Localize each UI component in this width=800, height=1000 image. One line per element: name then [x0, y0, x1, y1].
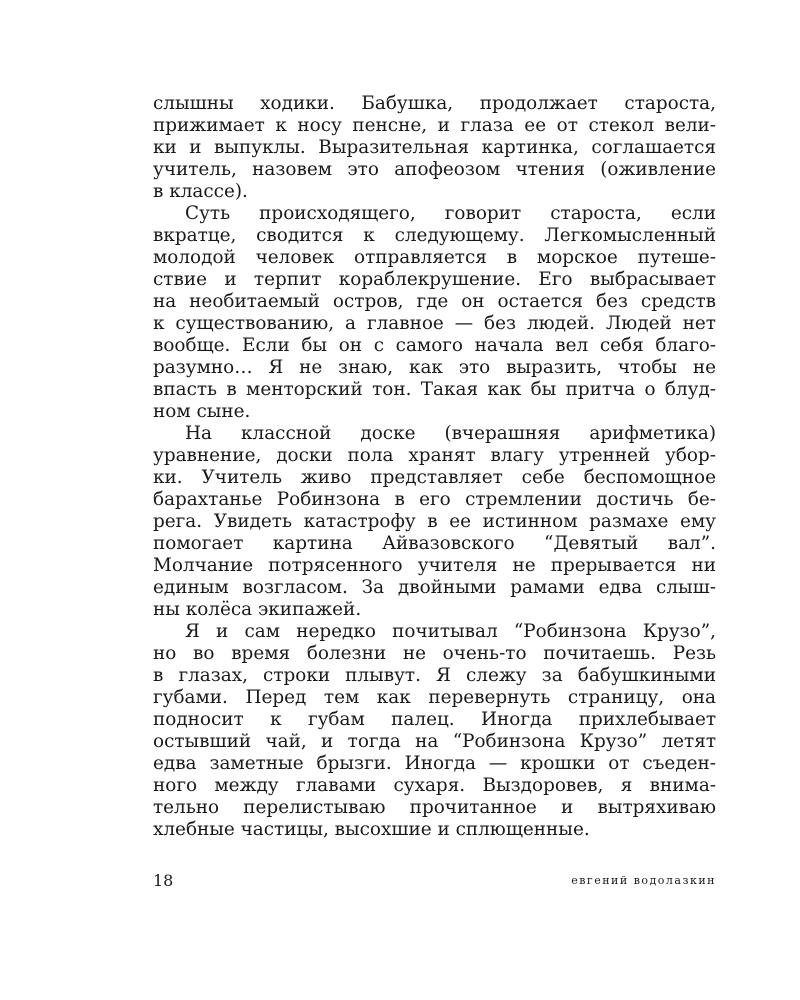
- text-line: тельно перелистываю прочитанное и вытряхиваю: [153, 797, 716, 818]
- body-text: [153, 93, 716, 841]
- text-line: остывший чай, и тогда на “Робинзона Крузо” летят: [153, 731, 716, 752]
- text-line: слышны ходики. Бабушка, продолжает староста,: [153, 93, 716, 114]
- text-line: единым возгласом. За двойными рамами едва слыш-: [153, 577, 716, 598]
- text-line: Суть происходящего, говорит староста, если: [185, 203, 716, 224]
- text-line: ного между главами сухаря. Выздоровев, я внима-: [153, 775, 716, 796]
- text-line: ны колёса экипажей.: [153, 599, 362, 620]
- text-line: молодой человек отправляется в морское путеше-: [153, 247, 716, 268]
- text-line: но во время болезни не очень-то почитаешь. Резь: [153, 643, 716, 664]
- text-line: ки и выпуклы. Выразительная картинка, соглашается: [153, 137, 716, 158]
- text-line: едва заметные брызги. Иногда — крошки от съеден-: [153, 753, 716, 774]
- text-line: учитель, назовем это апофеозом чтения (оживление: [153, 159, 716, 180]
- page-number: 18: [153, 871, 174, 890]
- text-line: ном сыне.: [153, 401, 251, 422]
- text-line: уравнение, доски пола хранят влагу утренней убор-: [153, 445, 716, 466]
- text-line: Я и сам нередко почитывал “Робинзона Крузо”,: [185, 621, 716, 642]
- text-line: впасть в менторский тон. Такая как бы притча о блуд-: [153, 379, 716, 400]
- text-line: в классе).: [153, 181, 248, 202]
- text-line: хлебные частицы, высохшие и сплющенные.: [153, 819, 590, 840]
- text-line: ствие и терпит кораблекрушение. Его выбрасывает: [153, 269, 716, 290]
- text-line: прижимает к носу пенсне, и глаза ее от стекол вели-: [153, 115, 716, 136]
- running-head-author: евгений водолазкин: [571, 874, 716, 887]
- text-line: подносит к губам палец. Иногда прихлебывает: [153, 709, 716, 730]
- text-line: к существованию, а главное — без людей. Людей нет: [153, 313, 716, 334]
- text-line: губами. Перед тем как перевернуть страницу, она: [153, 687, 716, 708]
- text-line: вообще. Если бы он с самого начала вел себя благо-: [153, 335, 716, 356]
- text-line: барахтанье Робинзона в его стремлении достичь бе-: [153, 489, 716, 510]
- text-line: в глазах, строки плывут. Я слежу за бабушкиными: [153, 665, 716, 686]
- text-line: Молчание потрясенного учителя не прерывается ни: [153, 555, 716, 576]
- text-line: ки. Учитель живо представляет себе беспомощное: [153, 467, 716, 488]
- text-line: на необитаемый остров, где он остается без средств: [153, 291, 716, 312]
- text-line: вкратце, сводится к следующему. Легкомысленный: [153, 225, 716, 246]
- page-footer: [153, 870, 716, 892]
- text-line: помогает картина Айвазовского “Девятый вал”.: [153, 533, 716, 554]
- text-line: рега. Увидеть катастрофу в ее истинном размахе ему: [153, 511, 716, 532]
- text-line: На классной доске (вчерашняя арифметика): [185, 423, 716, 444]
- text-line: разумно… Я не знаю, как это выразить, чтобы не: [153, 357, 716, 378]
